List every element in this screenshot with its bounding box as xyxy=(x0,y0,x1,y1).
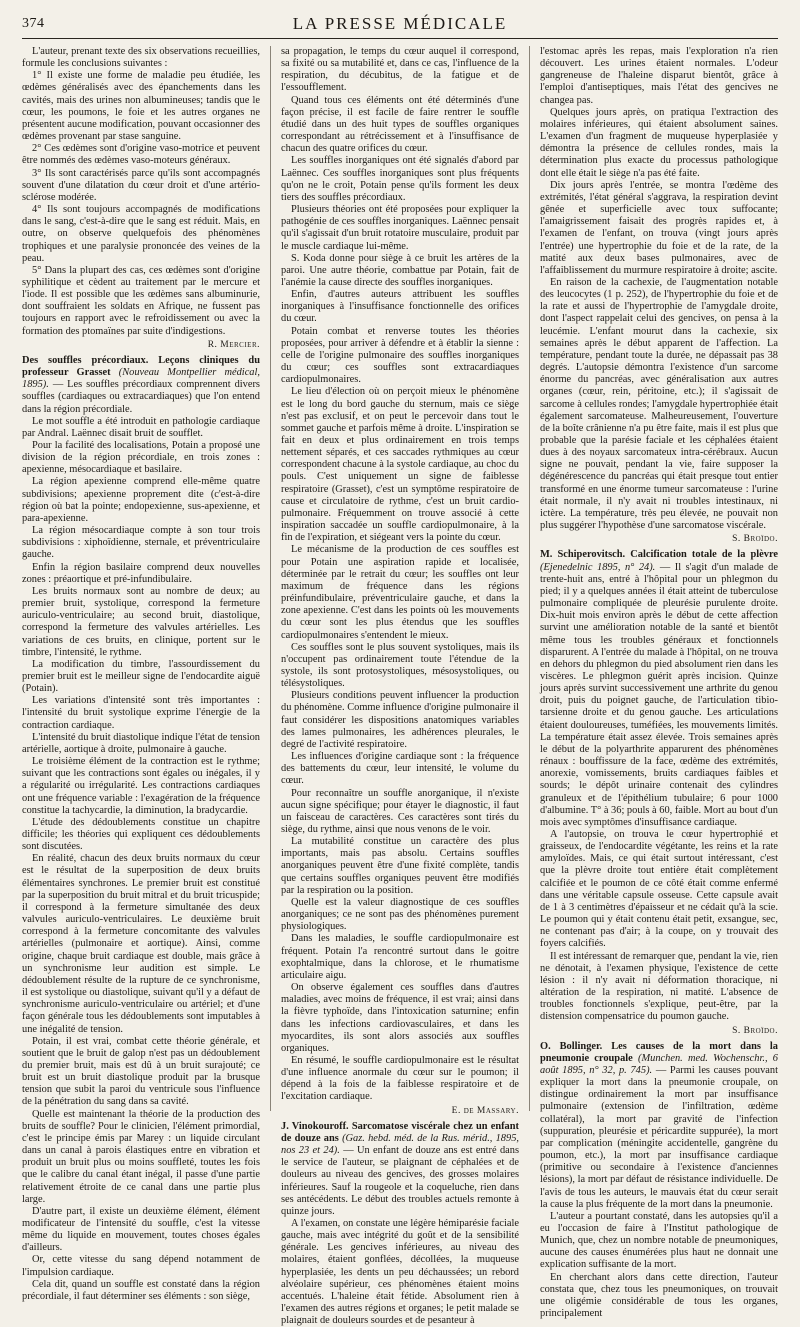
paragraph: A l'autopsie, on trouva le cœur hypertrophié et graisseux, de l'endocardite végétante, les reins et la rate amyloïdes. Mais, ce qui était surtout intéressant, c'est que la plèvre droite tout entière était complètement calcifiée et le poumon de ce côté était comme enfermé dans une véritable capsule osseuse. Cette capsule avait de 1 à 3 centimètres d'épaisseur et ne cédait qu'à la scie. Le poumon qui y était contenu était petit, exsangue, sec, ne contenant pas d'air; à la coupe, on y trouvait des foyers calcifiés. xyxy=(540,829,778,950)
column-divider xyxy=(270,46,271,1111)
paragraph: On observe également ces souffles dans d'autres maladies, avec moins de fréquence, il est vrai; ainsi dans la fièvre typhoïde, dans l'intoxication saturnine; enfin dans les infections cardiovasculaires, et dans les myocardites, ils sont alors associés aux souffles organiques. xyxy=(281,982,519,1054)
paragraph: 2° Ces œdèmes sont d'origine vaso-motrice et peuvent être nommés des œdèmes vaso-moteurs généraux. xyxy=(22,143,260,167)
article-title: O. Bollinger. Les causes de la mort dans la pneumonie croupale xyxy=(540,1040,778,1064)
article-reference: (Nouveau Montpellier médical, 1895). xyxy=(22,367,260,391)
author-signature: S. Broïdo. xyxy=(732,1025,778,1036)
author-signature: R. Mercier. xyxy=(207,339,260,350)
author-signature: S. Broïdo. xyxy=(732,534,778,545)
column-right xyxy=(540,46,778,1320)
paragraph: A l'examen, on constate une légère hémiparésie faciale gauche, mais avec intégrité du goût et de la sensibilité générale. Les gencives inférieures, au niveau des molaires, étaient gonflées, décollées, la muqueuse hyperplasiée, les dents un peu déchaussées; un rebord alvéolaire supérieur, ces phénomènes étaient moins accentués. L'haleine était fétide. Absolument rien à l'examen des autres régions et organes; le petit malade se plaignait de douleurs sourdes et de pesanteur à xyxy=(281,1218,519,1327)
paragraph: En réalité, chacun des deux bruits normaux du cœur est le résultat de la superposition de deux bruits élémentaires synchrones. Le premier bruit est constitué par la superposition du bruit mitral et du bruit tricuspide; il correspond à la fermeture simultanée des deux valvules auriculo-ventriculaires. Le deuxième bruit correspond à la fermeture concomitante des valvules artérielles (pulmonaire et aortique). Ainsi, comme origine, chaque bruit cardiaque est double, mais grâce à un synchronisme leur audition est simple. Le dédoublement résulte de la rupture de ce synchronisme, il est systolique ou diastolique, suivant qu'il y a défaut de synchronisme auriculo-ventriculaire ou artériel; et d'une façon générale tous les dédoublements sont imputables à une inégalité de tension. xyxy=(22,853,260,1035)
article-heading xyxy=(540,1041,778,1211)
paragraph: Il est intéressant de remarquer que, pendant la vie, rien ne dénotait, à l'examen physique, l'existence de cette lésion : il n'y avait ni déformation thoracique, ni altération de la respiration, ni matité. L'absence de troubles fonctionnels s'explique, peut-être, par la distension compensatrice du poumon gauche. xyxy=(540,950,778,1023)
page-number: 374 xyxy=(22,16,45,31)
article-intro: — Parmi les causes pouvant expliquer la mort dans la pneumonie croupale, on distingue ordinairement la mort par insuffisance pulmonaire (extension de l'infiltration, œdème collatéral), la mort par gravité de l'infection (suppuration, pleurésie et péricardite suppurée), la mort par complication (méningite accidentelle, gangrène du poumon, etc.), la mort par insuffisance cardiaque (primitive ou secondaire à l'existence d'anciennes lésions), la mort par défaut de résistance individuelle. De l'avis de tous les auteurs, le mauvais état du cœur serait la cause la plus fréquente de la mort dans la pneumonie. xyxy=(540,1064,778,1210)
paragraph: Cela dit, quand un souffle est constaté dans la région précordiale, il faut déterminer ses éléments : son siège, xyxy=(22,1278,260,1302)
paragraph: Pour reconnaître un souffle anorganique, il n'existe aucun signe spécifique; pour étayer le diagnostic, il faut un faisceau de caractères. Ces caractères sont tirés du siège, du rythme, ainsi que nous venons de le voir. xyxy=(281,787,519,835)
paragraph: Quelques jours après, on pratiqua l'extraction des molaires inférieures, qui étaient absolument saines. L'examen d'un fragment de muqueuse hyperplasiée y démontra la présence de cellules rondes, mais la détermination plus exacte du processus pathologique dont elle était le siège n'a pas été faite. xyxy=(540,106,778,179)
paragraph: Les souffles inorganiques ont été signalés d'abord par Laënnec. Ces souffles inorganiques sont plus fréquents qu'on ne le croit, Potain pense qu'ils forment les deux tiers des souffles précordiaux. xyxy=(281,155,519,203)
paragraph: En cherchant alors dans cette direction, l'auteur constata que, chez tous les pneumoniques, on trouvait une oligémie considérable de tous les organes, principalement xyxy=(540,1271,778,1320)
paragraph: Le lieu d'élection où on perçoit mieux le phénomène est le long du bord gauche du sternum, mais ce siège n'est pas exclusif, et on peut le percevoir dans tout le sommet gauche et parfois même à droite. L'inspiration se fait en deux et plus ordinairement en trois temps nettement séparés, et ces saccades rythmiques au cœur correspondent chacune à la systole cardiaque, au choc du pouls. C'est uniquement un signe de faiblesse respiratoire (Grasset), c'est un symptôme respiratoire de cause et circulatoire de rythme, c'est un bruit cardio-pulmonaire. Fréquemment on trouve associé à cette inspiration saccadée un souffle cardiopulmonaire, à la fin de l'expiration, et siégeant vers la pointe du cœur. xyxy=(281,386,519,544)
paragraph: Les influences d'origine cardiaque sont : la fréquence des battements du cœur, leur intensité, le volume du cœur. xyxy=(281,751,519,787)
header-rule xyxy=(22,38,778,39)
article-reference: (Munchen. med. Wochenschr., 6 août 1895, n° 32, p. 745). xyxy=(540,1052,778,1076)
article-heading xyxy=(22,355,260,416)
paragraph: Plusieurs théories ont été proposées pour expliquer la pathogénie de ces souffles inorganiques. Laënnec pensait qu'il s'agissait d'un bruit rotatoire musculaire, produit par le muscle cardiaque lui-même. xyxy=(281,204,519,252)
paragraph: 4° Ils sont toujours accompagnés de modifications dans le sang, c'est-à-dire que le sang est réduit. Mais, en outre, on observe quelquefois des phénomènes trophiques et une paralysie prononcée des veines de la peau. xyxy=(22,204,260,264)
paragraph: En résumé, le souffle cardiopulmonaire est le résultat d'une influence anormale du cœur sur le poumon; il dépend à la fois de la faiblesse respiratoire et de l'excitation cardiaque. xyxy=(281,1054,519,1103)
paragraph: La région apexienne comprend elle-même quatre subdivisions; apexienne proprement dite (c'est-à-dire région où bat la pointe; endopexienne, sus-apexienne, et para-apexienne. xyxy=(22,476,260,524)
paragraph: La mutabilité constitue un caractère des plus importants, mais pas absolu. Certains souffles anorganiques peuvent être d'une fixité complète, tandis que certains souffles organiques peuvent être modifiés par la respiration ou la position. xyxy=(281,836,519,896)
paragraph: Pour la facilité des localisations, Potain a proposé une division de la région précordiale, en trois zones : apexienne, mésocardiaque et basilaire. xyxy=(22,440,260,476)
author-signature: E. de Massary. xyxy=(451,1105,519,1116)
paragraph: l'estomac après les repas, mais l'exploration n'a rien découvert. Les urines étaient normales. L'odeur gangreneuse de l'haleine disparut bientôt, grâce à l'emploi d'antiseptiques, mais l'état des gencives ne changea pas. xyxy=(540,46,778,106)
paragraph: En raison de la cachexie, de l'augmentation notable des leucocytes (1 p. 252), de l'hypertrophie du foie et de la rate et aussi de l'hypertrophie de l'amygdale droite, dont l'aspect rappelait celui des gencives, on pensa à la leucémie. L'enfant mourut dans la cachexie, six semaines après le début apparent de l'affection. La température, pendant toute la durée, ne dépassait pas 38 degrés. L'autopsie démontra l'existence d'un sarcome énorme du pancréas, avec généralisation aux autres organes (cœur, rein, péritoine, etc.); il s'agissait de sarcome à cellules rondes; l'amygdale hypertrophiée était également sarcomateuse. Malheureusement, l'ouverture de la boîte crânienne n'a pu être faite, mais il est plus que probable que la parésie faciale et les céphalées étaient dues à des noyaux sarcomateux intra-cérébraux. Aucun signe ne pouvait, pendant la vie, faire supposer la dégénérescence du pancréas qui était presque tout entier transformé en une énorme tumeur sarcomateuse : l'urine était normale, il n'y avait ni troubles intestinaux, ni ictère. La température, très peu élevée, ne pouvait non plus suggérer l'hypothèse d'une sarcomatose viscérale. xyxy=(540,276,778,532)
paragraph: La modification du timbre, l'assourdissement du premier bruit est le meilleur signe de l'endocardite aiguë (Potain). xyxy=(22,658,260,695)
paragraph: La région mésocardiaque compte à son tour trois subdivisions : xiphoïdienne, sternale, et préventriculaire gauche. xyxy=(22,525,260,561)
paragraph: 5° Dans la plupart des cas, ces œdèmes sont d'origine syphilitique et cèdent au traitement par le mercure et l'iode. Il est possible que les œdèmes sans albuminurie, dont souffraient les soldats en Afrique, ne fussent pas toujours en rapport avec le refroidissement ou avec la formation des ptomaïnes par suite d'indigestions. xyxy=(22,264,260,337)
article-intro: — Un enfant de douze ans est entré dans le service de l'auteur, se plaignant de céphalées et de douleurs au niveau des gencives, des grosses molaires inférieures. Sauf la rougeole et la coqueluche, rien dans ses antécédents. Le début des troubles actuels remonte à quinze jours. xyxy=(281,1145,519,1217)
paragraph: Les variations d'intensité sont très importantes : l'intensité du bruit systolique exprime l'énergie de la contraction cardiaque. xyxy=(22,695,260,731)
paragraph: Plusieurs conditions peuvent influencer la production du phénomène. Comme influence d'origine pulmonaire il faut considérer les dispositions anatomiques variables des lames pulmonaires, les adhérences pleurales, le degré de l'activité respiratoire. xyxy=(281,690,519,750)
journal-title: LA PRESSE MÉDICALE xyxy=(292,14,508,33)
paragraph: Ces souffles sont le plus souvent systoliques, mais ils n'occupent pas ordinairement toute l'étendue de la systole, ils sont protosystoliques, mésosystoliques, ou télésystoliques. xyxy=(281,641,519,690)
paragraph: Quand tous ces éléments ont été déterminés d'une façon précise, il est facile de faire rentrer le souffle étudié dans un des huit types de souffles organiques correspondant au rétrécissement et à l'insuffisance de chacun des quatre orifices du cœur. xyxy=(281,94,519,155)
paragraph: 3° Ils sont caractérisés parce qu'ils sont accompagnés souvent d'une dilatation du cœur droit et d'une artério-sclérose modérée. xyxy=(22,167,260,203)
article-heading xyxy=(540,549,778,829)
paragraph: L'étude des dédoublements constitue un chapitre difficile; les théories qui expliquent ces dédoublements sont discutées. xyxy=(22,816,260,853)
paragraph: D'autre part, il existe un deuxième élément, élément modificateur de l'intensité du souffle, c'est la vitesse même du liquide en mouvement, toutes choses égales d'ailleurs. xyxy=(22,1205,260,1254)
column-middle xyxy=(281,46,519,1327)
article-intro: — Il s'agit d'un malade de trente-huit ans, entré à l'hôpital pour un phlegmon du pied; il y a quelques années il était atteint de tuberculose pulmonaire compliquée de pleurésie purulente droite. Dix-huit mois environ après le début de cette affection survint une amélioration notable de la santé et bientôt même tous les troubles généraux et fonctionnels disparurent. A l'entrée du malade à l'hôpital, on ne trouva en dehors du phlegmon du pied absolument rien dans les viscères. Le phlegmon guérit après incision. Quinze jours après survint successivement une arthrite du genou droit, puis du poignet gauche, de l'articulation tibio-tarsienne droite et du genou gauche. Les articulations étaient douloureuses, tuméfiées, les mouvements limités. La température était assez élevée. Trois semaines après le début de la polyarthrite apparurent des phénomènes rénaux : bouffissure de la face, œdème des extrémités, anorexie, vomissements, bruits cardiaques faibles et sourds; le dépôt urinaire contenait des cylindres granuleux et de l'épithélium tubulaire; 6 pour 1000 d'albumine. T° à 36; pouls à 60, faible. Mort au bout d'un mois avec symptômes d'insuffisance cardiaque. xyxy=(540,561,778,828)
paragraph: S. Koda donne pour siège à ce bruit les artères de la paroi. Une autre théorie, combattue par Potain, fait de l'anémie la cause directe des souffles inorganiques. xyxy=(281,252,519,288)
paragraph: Quelle est la valeur diagnostique de ces souffles anorganiques; ce ne sont pas des phénomènes purement physiologiques. xyxy=(281,896,519,933)
column-left xyxy=(22,46,260,1302)
article-title: J. Vinokouroff. Sarcomatose viscérale chez un enfant de douze ans xyxy=(281,1120,519,1144)
paragraph: L'intensité du bruit diastolique indique l'état de tension artérielle, aortique à droite, pulmonaire à gauche. xyxy=(22,731,260,755)
paragraph: Enfin la région basilaire comprend deux nouvelles zones : préaortique et pré-infundibulaire. xyxy=(22,561,260,585)
paragraph: Le troisième élément de la contraction est le rythme; suivant que les contractions sont égales ou inégales, il y a régularité ou irrégularité. Les contractions cardiaques ont une fréquence variable : l'exagération de la fréquence constitue la tachycardie, la diminution, la bradycardie. xyxy=(22,756,260,816)
paragraph: Dix jours après l'entrée, se montra l'œdème des extrémités, l'état général s'aggrava, la respiration devint gênée et superficielle avec toux suffocante; l'amaigrissement faisait des progrès rapides et, à l'examen de l'enfant, on trouva (vingt jours après l'entrée) une hypertrophie du foie et de la rate, de la matité aux deux bases pulmonaires, avec de l'affaiblissement du murmure respiratoire à droite; ascite. xyxy=(540,179,778,276)
paragraph: 1° Il existe une forme de maladie peu étudiée, les œdèmes généralisés avec des épanchements dans les cavités, mais des urines non albumineuses; tandis que le cœur, les poumons, le foie et les autres organes ne présentent aucune modification, pouvant occasionner des œdèmes provenant par stase sanguine. xyxy=(22,70,260,143)
column-divider xyxy=(529,46,530,1111)
text-columns xyxy=(22,46,778,1327)
paragraph: Le mécanisme de la production de ces souffles est pour Potain une aspiration rapide et localisée, déterminée par le retrait du cœur; les souffles ont leur maximum de fréquence dans les régions préinfundibulaire, préventriculaire gauche, et dans la zone apexienne. C'est dans les points où les mouvements du cœur sont les plus étendus que les souffles cardiopulmonaires s'entendent le mieux. xyxy=(281,544,519,641)
article-reference: (Ejenedelnic 1895, n° 24). xyxy=(540,561,656,573)
page-header xyxy=(22,14,778,34)
article-title: M. Schiperovitsch. Calcification totale de la plèvre xyxy=(540,549,778,561)
paragraph: L'auteur a pourtant constaté, dans les autopsies qu'il a eu l'occasion de faire à l'Institut pathologique de Munich, que, chez un nombre notable de pneumoniques, aucune des causes énumérées plus haut ne donnait une explication suffisante de la mort. xyxy=(540,1210,778,1271)
paragraph: Or, cette vitesse du sang dépend notamment de l'impulsion cardiaque. xyxy=(22,1254,260,1278)
paragraph: Potain combat et renverse toutes les théories proposées, pour arriver à défendre et à établir la sienne : celle de l'origine pulmonaire des souffles inorganiques du cœur; ces souffles sont extracardiaques cardiopulmonaires. xyxy=(281,325,519,386)
paragraph: Enfin, d'autres auteurs attribuent les souffles inorganiques à l'insuffisance fonctionnelle des orifices du cœur. xyxy=(281,289,519,325)
article-title: Des souffles précordiaux. Leçons cliniques du professeur Grasset xyxy=(22,354,260,379)
paragraph: Les bruits normaux sont au nombre de deux; au premier bruit, systolique, correspond la fermeture auriculo-ventriculaire; au second bruit, diastolique, correspond la fermeture des valvules artérielles. Les variations de ces bruits, en clinique, portent sur le timbre, l'intensité, le rythme. xyxy=(22,585,260,658)
paragraph: Potain, il est vrai, combat cette théorie générale, et soutient que le bruit de galop n'est pas un dédoublement du premier bruit, mais est dû à un bruit surajouté; ce bruit est un bruit diastolique produit par la brusque tension que subit la paroi du ventricule sous l'influence de la pénétration du sang dans sa cavité. xyxy=(22,1035,260,1108)
paragraph: Dans les maladies, le souffle cardiopulmonaire est fréquent. Potain l'a rencontré surtout dans le goitre exophtalmique, dans la chlorose, et le rhumatisme articulaire aigu. xyxy=(281,933,519,981)
article-intro: — Les souffles précordiaux comprennent divers souffles (cardiaques ou extracardiaques) que l'on entend dans la région précordiale. xyxy=(22,379,260,415)
article-heading xyxy=(281,1121,519,1218)
paragraph: sa propagation, le temps du cœur auquel il correspond, sa fixité ou sa mutabilité et, dans ce cas, l'influence de la respiration, du décubitus, de la fatigue et de l'essoufflement. xyxy=(281,46,519,94)
article-reference: (Gaz. hebd. méd. de la Rus. mérid., 1895, nos 23 et 24). xyxy=(281,1132,519,1157)
paragraph: Le mot souffle a été introduit en pathologie cardiaque par Andral. Laënnec disait bruit de soufflet. xyxy=(22,415,260,439)
paragraph: Quelle est maintenant la théorie de la production des bruits de souffle? Pour le clinicien, l'élément primordial, c'est le principe émis par Marey : un liquide circulant dans un canal à parois élastiques entre en vibration et produit un bruit plus ou moins souffleté, toutes les fois que le calibre du canal étant inégal, il passe d'une partie relativement étroite de ce canal dans une partie plus large. xyxy=(22,1108,260,1205)
paragraph: L'auteur, prenant texte des six observations recueillies, formule les conclusions suivantes : xyxy=(22,46,260,70)
